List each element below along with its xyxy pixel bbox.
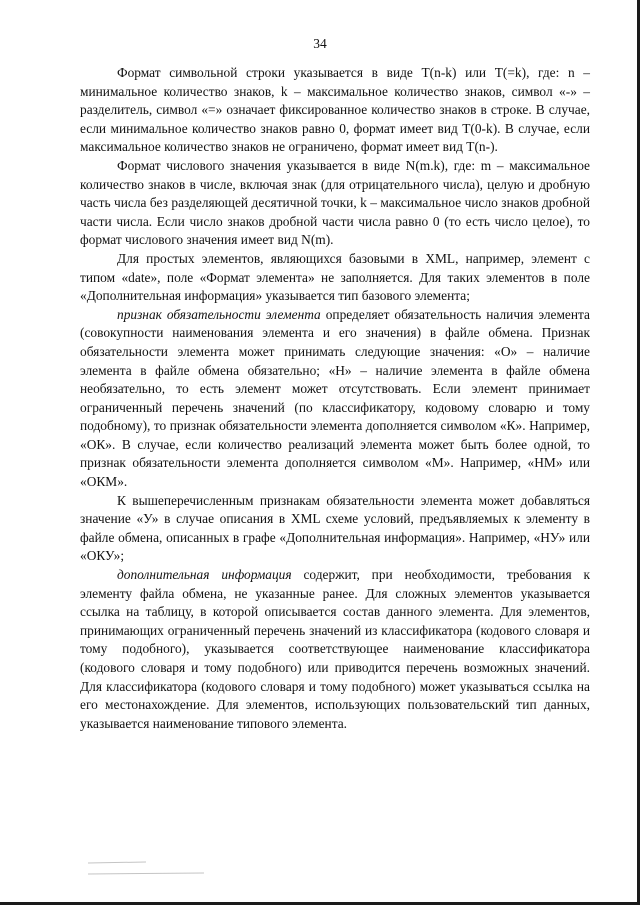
faded-stamp-scribble: [86, 858, 216, 880]
term-required-flag: признак обязательности элемента: [117, 306, 321, 322]
faded-stamp: [86, 858, 216, 883]
paragraph-text: Формат символьной строки указывается в виде T(n-k) или T(=k), где: n – минимальное количество знаков, k – максимальное количество знаков, символ «-» – разделитель, символ «=» означает фиксированное количество знаков в строке. В случае, если минимальное количество знаков равно 0, формат имеет вид T(0-k). В случае, если максимальное количество знаков не ограничено, формат имеет вид T(n-).: [80, 65, 590, 155]
term-additional-info: дополнительная информация: [117, 567, 292, 583]
paragraph-text: определяет обязательность наличия элемента (совокупности наименования элемента и его значения) в файле обмена. Признак обязательности элемента может принимать следующие значения: «О» – наличие элемента в файле обмена обязательно; «Н» – наличие элемента в файле обмена необязательно, то есть элемент может отсутствовать. Если элемент принимает ограниченный перечень значений (по классификатору, кодовому словарю и тому подобному), то признак обязательности элемента дополняется символом «К». Например, «ОК». В случае, если количество реализаций элемента может быть более одной, то признак обязательности элемента дополняется символом «М». Например, «НМ» или «ОКМ».: [80, 306, 590, 490]
page-number: 34: [313, 36, 327, 51]
paragraph-string-format: [80, 64, 590, 157]
paragraph-additional-info: [80, 566, 590, 733]
paragraph-text: К вышеперечисленным признакам обязательности элемента может добавляться значение «У» в случае описания в XML схеме условий, предъявляемых к элементу в файле обмена, описанных в графе «Дополнительная информация». Например, «НУ» или «ОКУ»;: [80, 492, 590, 564]
paragraph-required-flag: [80, 306, 590, 492]
paragraph-text: содержит, при необходимости, требования к элементу файла обмена, не указанные ранее. Для сложных элементов указывается ссылка на таблицу, в которой описывается состав данного элемента. Для элементов, принимающих ограниченный перечень значений из классификатора (кодового словаря и тому подобного), указывается соответствующее наименование классификатора (кодового словаря и тому подобного) или приводится перечень возможных значений. Для классификатора (кодового словаря и тому подобного) может указываться ссылка на его местонахождение. Для элементов, использующих пользовательский тип данных, указывается наименование типового элемента.: [80, 567, 590, 731]
paragraph-number-format: [80, 157, 590, 250]
document-body: [80, 64, 590, 733]
paragraph-text: Для простых элементов, являющихся базовыми в XML, например, элемент с типом «date», поле «Формат элемента» не заполняется. Для таких элементов в поле «Дополнительная информация» указывается тип базового элемента;: [80, 250, 590, 304]
paragraph-simple-elements: [80, 250, 590, 306]
paragraph-conditional-flag: [80, 492, 590, 566]
paragraph-text: Формат числового значения указывается в виде N(m.k), где: m – максимальное количество знаков в числе, включая знак (для отрицательного числа), целую и дробную часть числа без разделяющей десятичной точки, k – максимальное число знаков дробной части числа. Если число знаков дробной части числа равно 0 (то есть число целое), то формат числового значения имеет вид N(m).: [80, 157, 590, 248]
